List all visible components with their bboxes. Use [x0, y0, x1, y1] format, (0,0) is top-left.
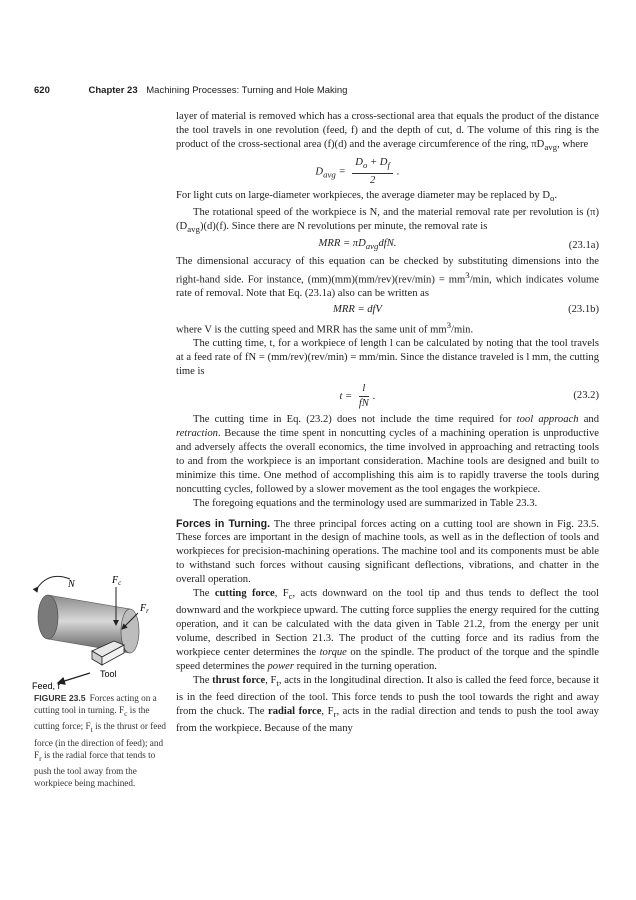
paragraph: The foregoing equations and the terminology used are summarized in Table 23.3.	[193, 497, 538, 509]
chapter-label: Chapter 23	[88, 85, 138, 96]
chapter-title: Machining Processes: Turning and Hole Making	[146, 85, 348, 96]
section-heading: Forces in Turning.	[176, 517, 271, 530]
label-Fr: $F_r$	[140, 603, 149, 615]
label-feed: Feed, f	[32, 681, 61, 690]
equation-davg: $D_{avg}$ = $\frac{D_o + D_f}{2}$ .	[315, 156, 400, 186]
equation-number: (23.1a)	[568, 239, 599, 251]
workpiece	[38, 595, 139, 653]
page-header	[34, 85, 347, 96]
label-Fc: $F_c$	[112, 575, 122, 587]
equation-number: (23.1b)	[568, 304, 599, 316]
page-number: 620	[34, 85, 50, 96]
equation-number: (23.2)	[573, 390, 599, 402]
label-N: N	[68, 579, 75, 590]
figure-label: FIGURE 23.5	[34, 693, 86, 703]
equation-23-2: t = $\frac{l}{fN}$ . (23.2)	[339, 382, 599, 409]
rotation-arrow	[38, 576, 70, 587]
paragraph: For light cuts on large-diameter workpieces, the average diameter may be replaced by $D_o$.	[176, 189, 558, 203]
paragraph: where V is the cutting speed and MRR has the same unit of $mm^3/\min$.	[176, 320, 474, 336]
paragraph: layer of material is removed which has a cross-sectional area that equals the product of the distance the tool travels in one revolution (feed, f) and the depth of cut, d. The volume of this ring is the product of the cross-sectional area (f)(d) and the average circumference of the ring, $\pi D_{avg}$, where	[176, 111, 599, 152]
equation-23-1b: MRR = dfV (23.1b)	[333, 304, 599, 316]
paragraph: Forces in Turning. The three principal forces acting on a cutting tool are shown in Fig. 23.5. These forces are important in the design of machine tools, as well as in the deflection of tools and workpieces for precision-machining operations. The machine tool and its components must be able to withstand such forces without causing significant deflections, vibrations, and chatter in the overall operation.	[176, 517, 599, 586]
figure-turning-forces	[30, 565, 170, 690]
equation-23-1a: MRR = $\pi D_{avg}dfN$. (23.1a)	[318, 238, 599, 252]
body-text	[176, 110, 599, 735]
paragraph: The rotational speed of the workpiece is N, and the material removal rate per revolution is $(\pi)(D_{avg})(d)(f)$. Since there are N revolutions per minute, the removal rate is	[176, 206, 599, 234]
paragraph: The thrust force, $F_t$, acts in the longitudinal direction. It also is called the feed force, because it is in the feed direction of the tool. This force tends to push the tool towards the right and away from the chuck. The radial force, $F_r$, acts in the radial direction and tends to push the tool away from the workpiece. Because of the many	[176, 674, 599, 734]
paragraph: The cutting force, $F_c$, acts downward on the tool tip and thus tends to deflect the tool downward and the workpiece upward. The cutting force supplies the energy required for the cutting operation, and it can be calculated with the data given in Table 21.2, from the energy per unit volume, described in Section 21.3. The product of the cutting force and its radius from the workpiece center determines the torque on the spindle. The product of the torque and the spindle speed determines the power required in the turning operation.	[176, 588, 600, 672]
paragraph: The cutting time in Eq. (23.2) does not include the time required for tool approach and retraction. Because the time spent in noncutting cycles of a machining operation is unproductive and adversely affects the overall economics, the time involved in approaching and retracting tools to and from the workpiece is an important consideration. Machine tools are designed and built to minimize this time. One method of accomplishing this aim is to rapidly traverse the tools during noncutting cycles, followed by a slower movement as the tool engages the workpiece.	[176, 414, 599, 495]
paragraph: The dimensional accuracy of this equation can be checked by substituting dimensions into the right-hand side. For instance, $(mm)(mm)(mm/rev)(rev/\min) = mm^3/\min$, which indicates volume rate of removal. Note that Eq. (23.1a) also can be written as	[176, 255, 599, 300]
paragraph: The cutting time, t, for a workpiece of length l can be calculated by noting that the tool travels at a feed rate of fN = (mm/rev)(rev/min) = mm/min. Since the distance traveled is l mm, the cutting time is	[176, 338, 599, 378]
label-tool: Tool	[100, 669, 117, 679]
figure-caption: FIGURE 23.5 Forces acting on a cutting tool in turning. $F_c$ is the cutting force; $F_t$ is the thrust or feed force (in the direction of feed); and $F_r$ is the radial force that tends to push the tool away from the workpiece being machined.	[34, 693, 167, 789]
feed-arrow	[58, 673, 90, 683]
